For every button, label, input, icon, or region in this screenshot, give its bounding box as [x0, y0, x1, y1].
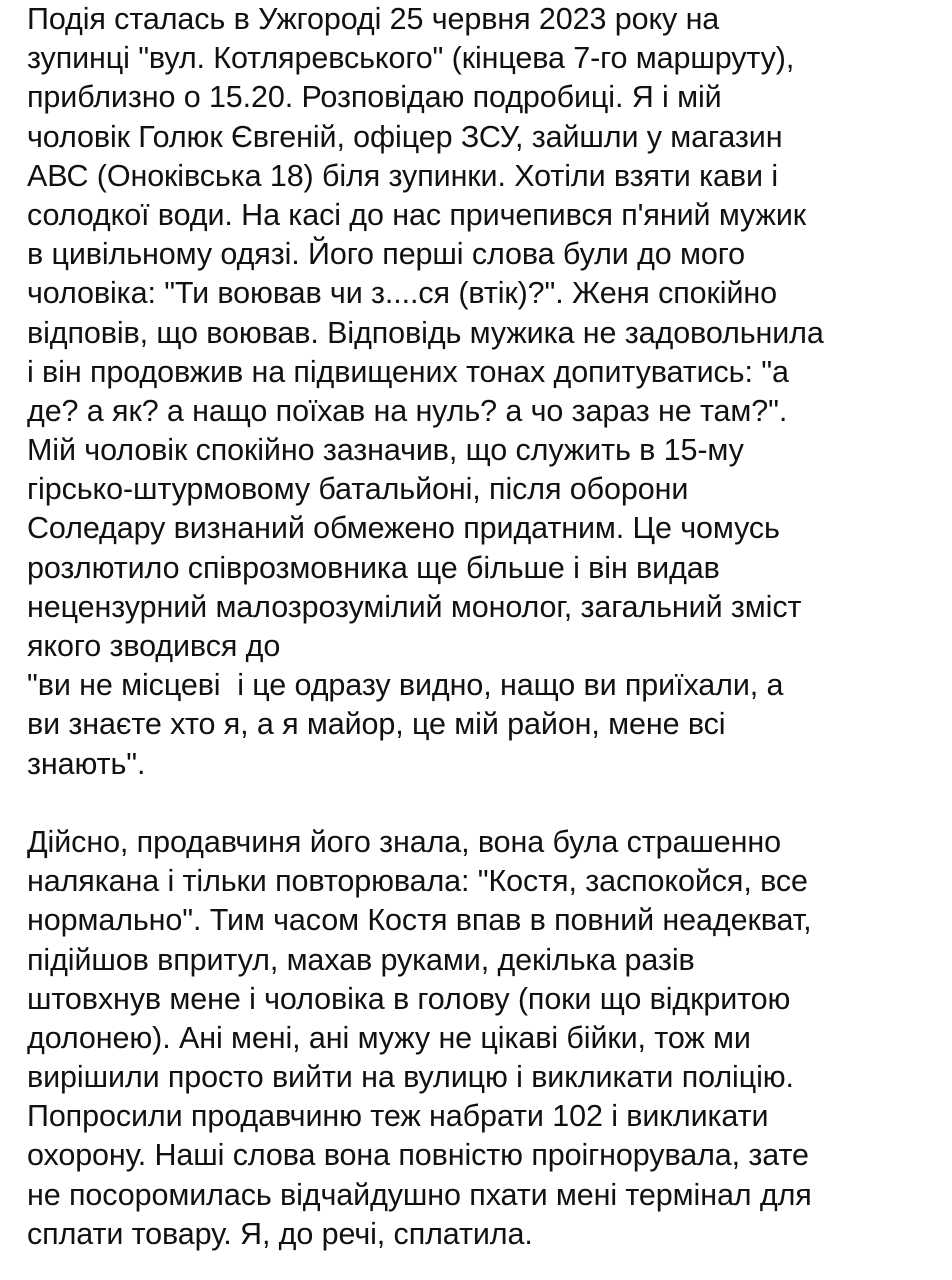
text-line: Попросили продавчиню теж набрати 102 і викликати: [27, 1099, 769, 1134]
text-line: ви знаєте хто я, а я майор, це мій район, мене всі: [27, 707, 726, 742]
text-line: чоловіка: "Ти воював чи з....ся (втік)?". Женя спокійно: [27, 276, 777, 311]
document-body: [27, 0, 947, 1254]
paragraph-1: [27, 0, 947, 784]
text-line: приблизно о 15.20. Розповідаю подробиці. Я і мій: [27, 80, 722, 115]
text-line: штовхнув мене і чоловіка в голову (поки що відкритою: [27, 981, 791, 1016]
paragraph-gap: [27, 784, 947, 823]
text-line: розлютило співрозмовника ще більше і він видав: [27, 550, 720, 585]
text-line: налякана і тільки повторювала: "Костя, заспокойся, все: [27, 864, 808, 899]
text-line: чоловік Голюк Євгеній, офіцер ЗСУ, зайшли у магазин: [27, 119, 783, 154]
text-line: нормально". Тим часом Костя впав в повний неадекват,: [27, 903, 812, 938]
text-line: "ви не місцеві і це одразу видно, нащо ви приїхали, а: [27, 668, 784, 703]
text-line: охорону. Наші слова вона повністю проігнорувала, зате: [27, 1138, 809, 1173]
text-line: підійшов впритул, махав руками, декілька разів: [27, 942, 695, 977]
text-line: Соледару визнаний обмежено придатним. Це чомусь: [27, 511, 780, 546]
paragraph-2: [27, 823, 947, 1254]
text-line: в цивільному одязі. Його перші слова були до мого: [27, 237, 745, 272]
text-line: гірсько-штурмовому батальйоні, після оборони: [27, 472, 689, 507]
text-line: сплати товару. Я, до речі, сплатила.: [27, 1216, 533, 1251]
text-line: Дійсно, продавчиня його знала, вона була страшенно: [27, 824, 781, 859]
text-line: не посоромилась відчайдушно пхати мені термінал для: [27, 1177, 812, 1212]
text-line: Подія сталась в Ужгороді 25 червня 2023 року на: [27, 2, 720, 36]
text-line: зупинці "вул. Котляревського" (кінцева 7-го маршруту),: [27, 41, 795, 76]
text-line: Мій чоловік спокійно зазначив, що служить в 15-му: [27, 433, 744, 468]
text-line: долонею). Ані мені, ані мужу не цікаві бійки, тож ми: [27, 1020, 751, 1055]
text-line: солодкої води. На касі до нас причепився п'яний мужик: [27, 197, 807, 232]
text-line: відповів, що воював. Відповідь мужика не задовольнила: [27, 315, 824, 350]
text-line: якого зводився до: [27, 629, 281, 663]
text-line: нецензурний малозрозумілий монолог, загальний зміст: [27, 589, 802, 624]
text-line: і він продовжив на підвищених тонах допитуватись: "а: [27, 354, 789, 389]
text-line: вирішили просто вийти на вулицю і викликати поліцію.: [27, 1060, 794, 1095]
text-line: знають".: [27, 746, 146, 781]
text-line: де? а як? а нащо поїхав на нуль? а чо зараз не там?".: [27, 393, 788, 428]
text-line: АВС (Оноківська 18) біля зупинки. Хотіли взяти кави і: [27, 158, 778, 193]
